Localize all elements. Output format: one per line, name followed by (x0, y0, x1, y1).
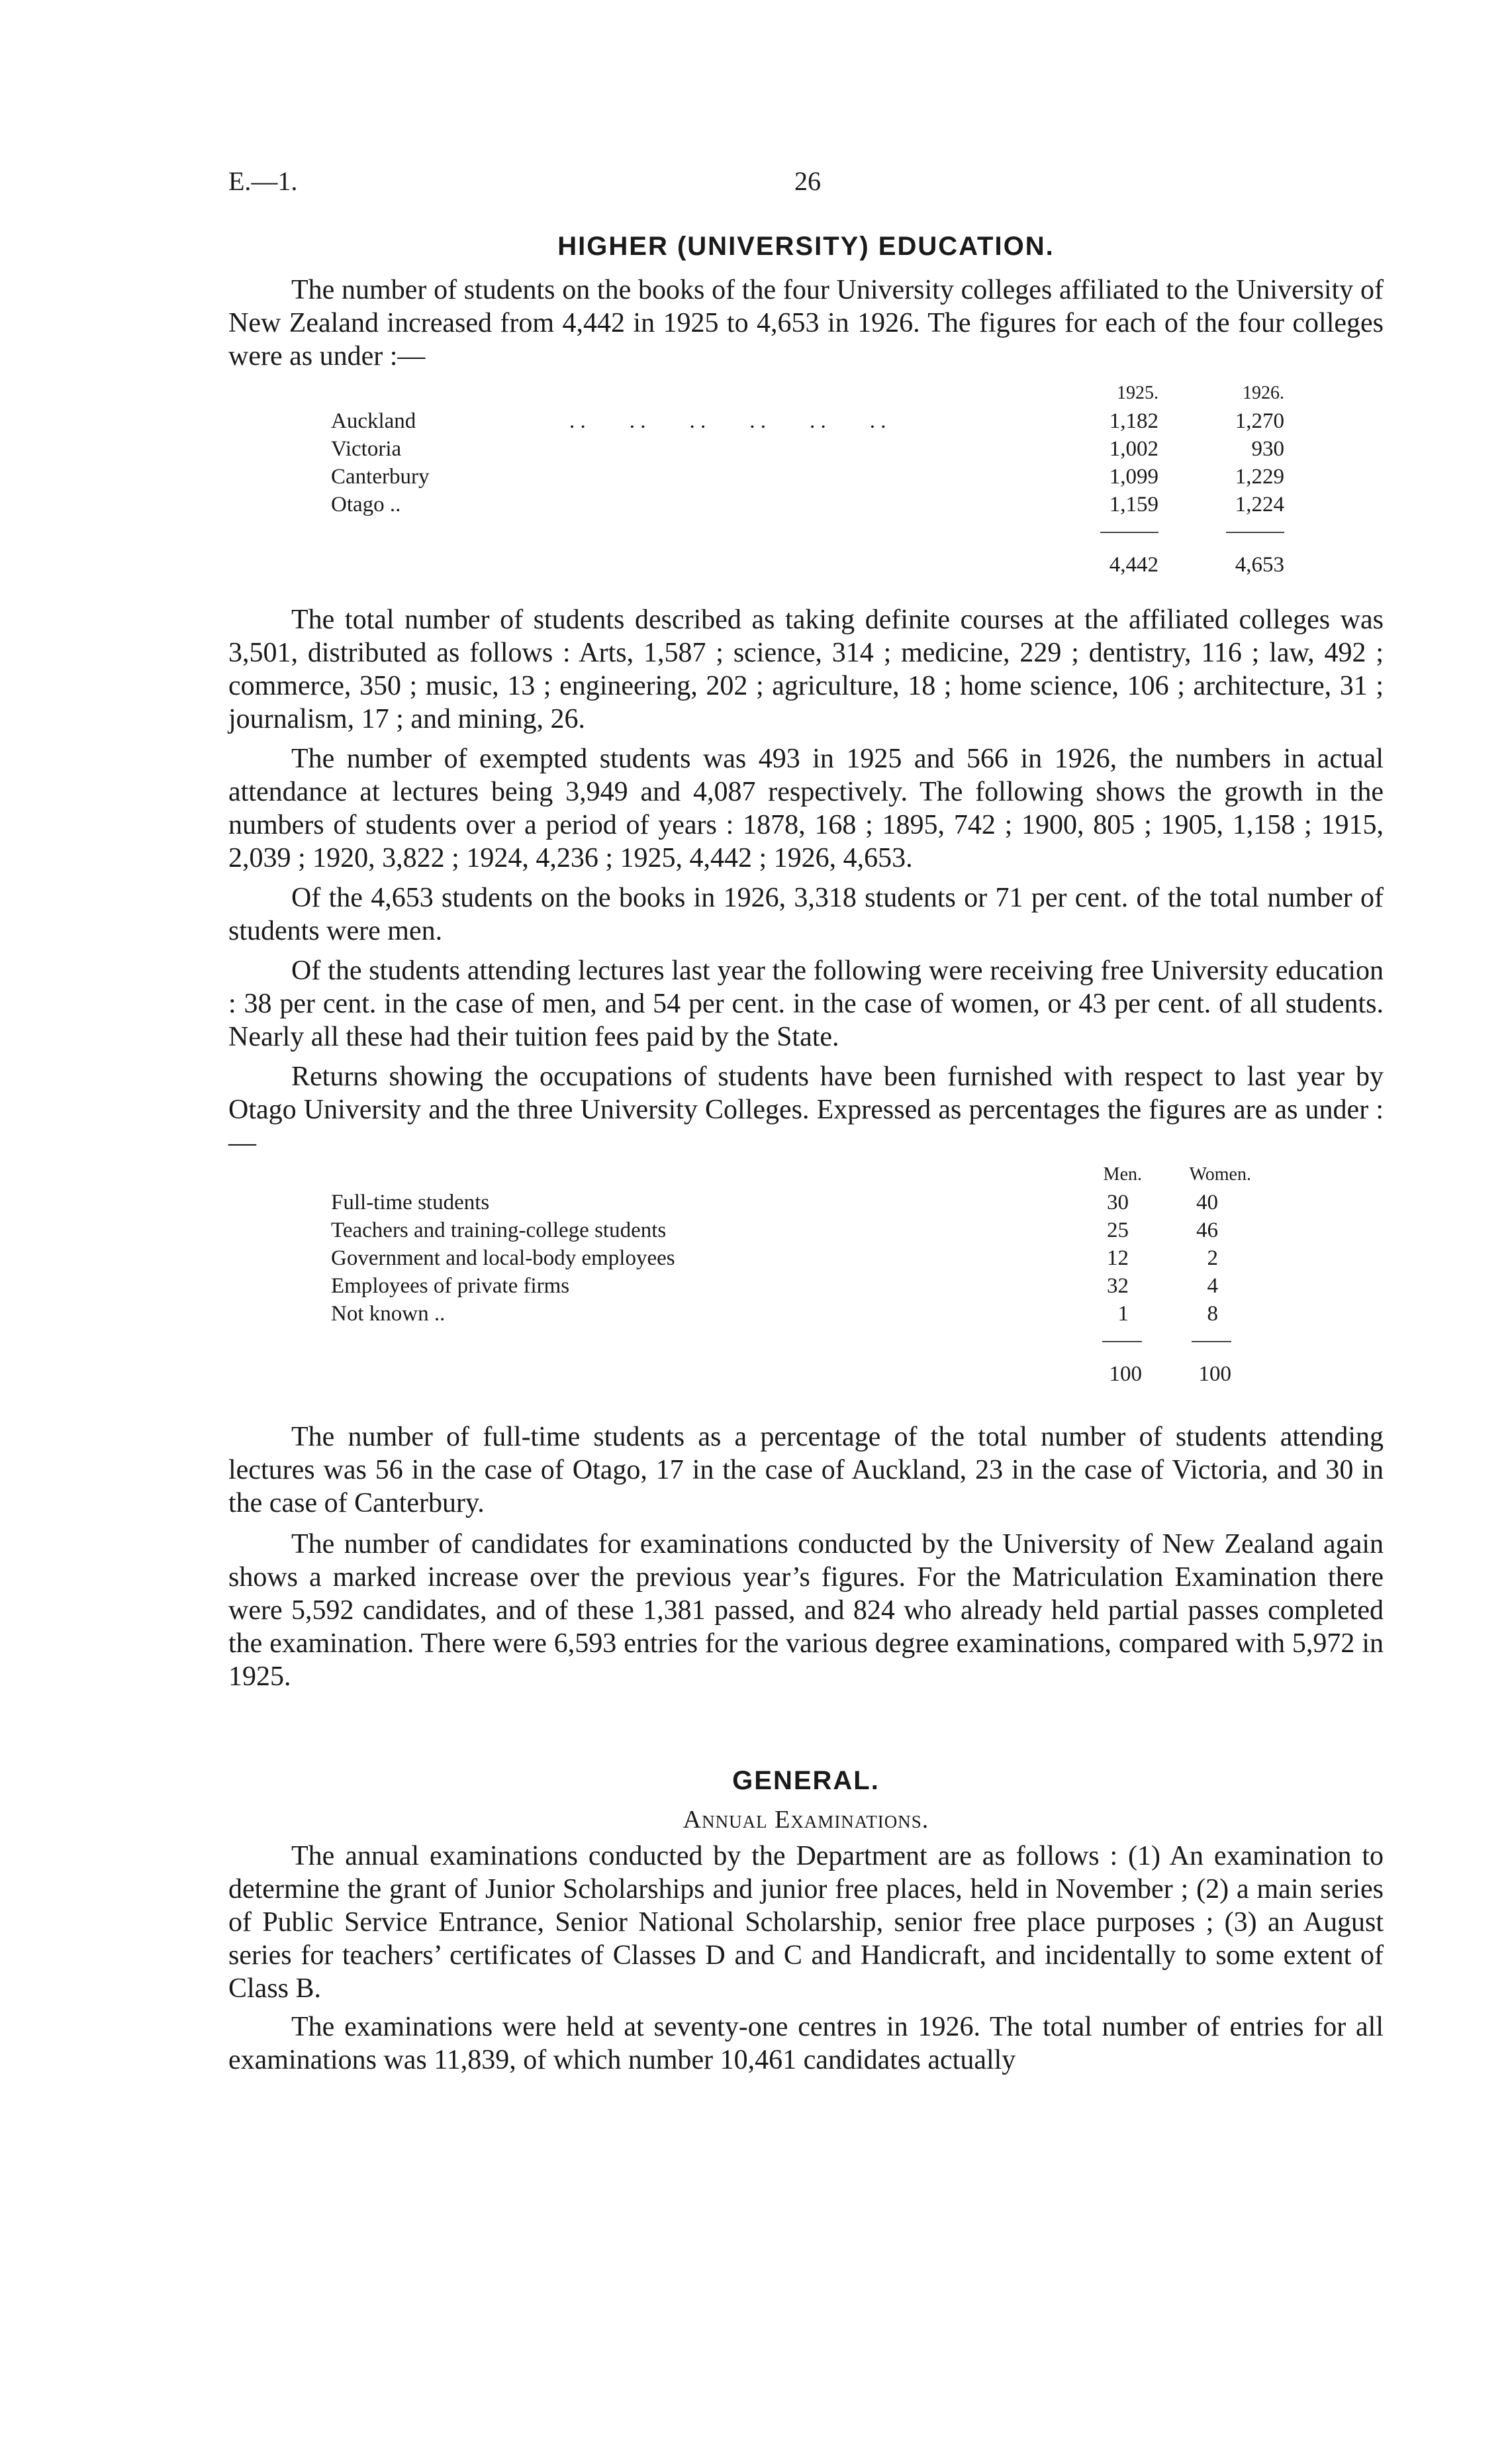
value-1925: 1,182 (1109, 409, 1158, 433)
value-women: 4 (1207, 1274, 1218, 1298)
paragraph-courses: The total number of students described as taking definite courses at the affiliated colleges was 3,501, distributed as follows : Arts, 1,587 ; science, 314 ; medicine, 229 ; dentistry, 116 ; law, 492 ; commerce, 350 ; music, 13 ; engineering, 202 ; agriculture, 18 ; home science, 106 ; architecture, 31 ; journalism, 17 ; and mining, 26. (228, 605, 1384, 734)
value-women: 40 (1196, 1191, 1218, 1214)
running-header (228, 166, 1384, 205)
table-row (331, 435, 1284, 463)
table-row (331, 1189, 1251, 1216)
value-men: 12 (1107, 1246, 1129, 1270)
col-1926: 1926. (1243, 383, 1284, 403)
value-women: 2 (1207, 1246, 1218, 1270)
value-men: 1 (1117, 1302, 1129, 1326)
college-name: Auckland (331, 409, 416, 433)
paragraph-full-time: The number of full-time students as a percentage of the total number of students attending lectures was 56 in the case of Otago, 17 in the case of Auckland, 23 in the case of Victoria, and 30 in the case of Canterbury. (228, 1422, 1384, 1518)
value-1926: 1,224 (1235, 493, 1284, 517)
divider (1100, 532, 1158, 533)
paragraph-growth: The number of exempted students was 493 in 1925 and 566 in 1926, the numbers in actual attendance at lectures being 3,949 and 4,087 respectively. The following shows the growth in the numbers of students over a period of years : 1878, 168 ; 1895, 742 ; 1900, 805 ; 1905, 1,158 ; 1915, 2,039 ; 1920, 3,822 ; 1924, 4,236 ; 1925, 4,442 ; 1926, 4,653. (228, 744, 1384, 873)
section-title-higher-education: HIGHER (UNIVERSITY) EDUCATION. (557, 232, 1055, 261)
col-women: Women. (1189, 1164, 1251, 1185)
value-men: 30 (1107, 1191, 1129, 1214)
col-men: Men. (1103, 1164, 1142, 1185)
occupation-label: Teachers and training-college students (331, 1218, 667, 1242)
paragraph-occupations: Returns showing the occupations of students have been furnished with respect to last year by Otago University and the three University Colleges. Expressed as percentages the figures are as under :— (228, 1061, 1384, 1158)
total-1925: 4,442 (1109, 553, 1158, 577)
table-row (331, 1244, 1251, 1272)
value-men: 25 (1107, 1218, 1129, 1242)
college-name: Otago .. (331, 493, 401, 517)
divider (1102, 1341, 1142, 1342)
paragraph-examinations: The annual examinations conducted by the Department are as follows : (1) An examination to determine the grant of Junior Scholarships and junior free places, held in November ; (2) a main series of Public Service Entrance, Senior National Scholarship, senior free place purposes ; (3) an August series for teachers’ certificates of Classes D and C and Handicraft, and incidentally to some extent of Class B. (228, 1841, 1384, 2004)
value-1925: 1,099 (1109, 465, 1158, 489)
totals-row (331, 546, 1284, 583)
occupation-label: Employees of private firms (331, 1274, 570, 1298)
value-1926: 930 (1251, 437, 1284, 461)
colleges-table-header (331, 379, 1284, 407)
table-row (331, 1272, 1251, 1300)
occupation-label: Full-time students (331, 1191, 490, 1214)
table-row (331, 1300, 1251, 1328)
table-row (331, 491, 1284, 518)
value-1926: 1,229 (1235, 465, 1284, 489)
total-men: 100 (1109, 1362, 1142, 1386)
table-row (331, 1216, 1251, 1244)
section-title-general: GENERAL. (732, 1766, 880, 1795)
colleges-table (331, 379, 1284, 583)
college-name: Canterbury (331, 465, 430, 489)
value-men: 32 (1107, 1274, 1129, 1298)
college-name: Victoria (331, 437, 402, 461)
total-women: 100 (1198, 1362, 1231, 1386)
value-1925: 1,159 (1109, 493, 1158, 517)
occupation-label: Not known .. (331, 1302, 446, 1326)
document-code: E.—1. (228, 166, 298, 196)
totals-row (331, 1355, 1251, 1393)
value-1925: 1,002 (1109, 437, 1158, 461)
table-row (331, 407, 1284, 435)
paragraph-free-education: Of the students attending lectures last year the following were receiving free University education : 38 per cent. in the case of men, and 54 per cent. in the case of women, or 43 per cent. of all students. Nearly all these had their tuition fees paid by the State. (228, 956, 1384, 1052)
value-women: 8 (1207, 1302, 1218, 1326)
occupations-table-header (331, 1161, 1251, 1189)
occupations-table (331, 1161, 1251, 1393)
col-1925: 1925. (1117, 383, 1158, 403)
value-women: 46 (1196, 1218, 1218, 1242)
paragraph-centres: The examinations were held at seventy-one centres in 1926. The total number of entries for all examinations was 11,839, of which number 10,461 candidates actually (228, 2012, 1384, 2075)
totals-rule-row (331, 518, 1284, 546)
page-number: 26 (794, 166, 821, 196)
total-1926: 4,653 (1235, 553, 1284, 577)
intro-paragraph: The number of students on the books of the four University colleges affiliated to the University of New Zealand increased from 4,442 in 1925 to 4,653 in 1926. The figures for each of the four colleges were as under :— (228, 275, 1384, 371)
paragraph-men: Of the 4,653 students on the books in 1926, 3,318 students or 71 per cent. of the total number of students were men. (228, 883, 1384, 946)
divider (1192, 1341, 1231, 1342)
totals-rule-row (331, 1328, 1251, 1355)
table-row (331, 463, 1284, 491)
occupation-label: Government and local-body employees (331, 1246, 675, 1270)
leader-dots: . . . . . . . . . . . . (569, 409, 886, 433)
subsection-title-annual-examinations: Annual Examinations. (683, 1806, 929, 1834)
paragraph-candidates: The number of candidates for examinations conducted by the University of New Zealand again shows a marked increase over the previous year’s figures. For the Matriculation Examination there were 5,592 candidates, and of these 1,381 passed, and 824 who already held partial passes completed the examination. There were 6,593 entries for the various degree examinations, compared with 5,972 in 1925. (228, 1529, 1384, 1692)
divider (1226, 532, 1284, 533)
value-1926: 1,270 (1235, 409, 1284, 433)
